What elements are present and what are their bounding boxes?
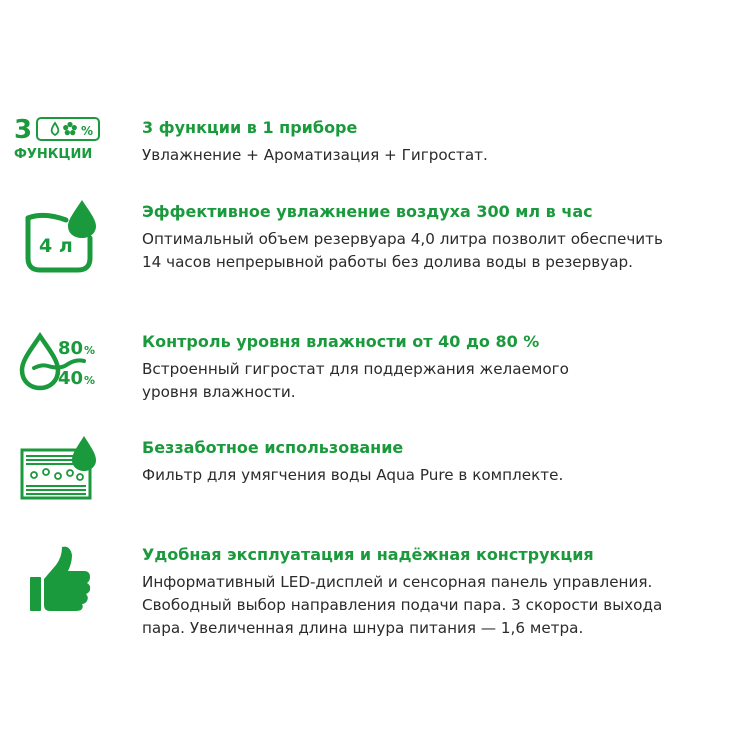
humidity-drop-icon bbox=[14, 330, 106, 422]
feature-title: 3 функции в 1 приборе bbox=[142, 118, 358, 137]
icon-caption: ФУНКЦИИ bbox=[14, 147, 93, 162]
description-line: Информативный LED-дисплей и сенсорная панель управления. bbox=[142, 573, 653, 591]
feature-text bbox=[142, 436, 742, 487]
feature-description bbox=[142, 358, 742, 404]
feature-description bbox=[142, 228, 742, 274]
description-line: 14 часов непрерывной работы без долива воды в резервуар. bbox=[142, 253, 633, 271]
feature-title: Удобная эксплуатация и надёжная конструкция bbox=[142, 545, 594, 564]
icon-number: 3 bbox=[14, 116, 33, 145]
description-line: Оптимальный объем резервуара 4,0 литра позволит обеспечить bbox=[142, 230, 663, 248]
water-tank-icon bbox=[14, 200, 106, 292]
description-line: Встроенный гигростат для поддержания желаемого bbox=[142, 360, 569, 378]
description-line: Фильтр для умягчения воды Aqua Pure в комплекте. bbox=[142, 466, 564, 484]
feature-description bbox=[142, 571, 742, 640]
feature-description bbox=[142, 464, 742, 487]
description-line: пара. Увеличенная длина шнура питания — 1,6 метра. bbox=[142, 619, 584, 637]
icon-percent: % bbox=[84, 344, 96, 357]
feature-description bbox=[142, 144, 742, 167]
thumbs-up-icon bbox=[14, 543, 106, 635]
description-line: уровня влажности. bbox=[142, 383, 296, 401]
feature-text bbox=[142, 200, 742, 274]
icon-high-value: 80 bbox=[58, 338, 84, 359]
icon-percent: % bbox=[81, 124, 94, 138]
feature-title: Контроль уровня влажности от 40 до 80 % bbox=[142, 332, 540, 351]
icon-volume: 4 л bbox=[39, 235, 73, 257]
feature-title: Эффективное увлажнение воздуха 300 мл в час bbox=[142, 202, 593, 221]
feature-text bbox=[142, 330, 742, 404]
description-line: Свободный выбор направления подачи пара. 3 скорости выхода bbox=[142, 596, 663, 614]
feature-text bbox=[142, 116, 742, 167]
description-line: Увлажнение + Ароматизация + Гигростат. bbox=[142, 146, 488, 164]
feature-title: Беззаботное использование bbox=[142, 438, 404, 457]
icon-percent: % bbox=[84, 374, 96, 387]
three-functions-icon bbox=[14, 116, 106, 208]
feature-text bbox=[142, 543, 742, 640]
icon-low-value: 40 bbox=[58, 368, 84, 389]
filter-icon bbox=[14, 436, 106, 528]
